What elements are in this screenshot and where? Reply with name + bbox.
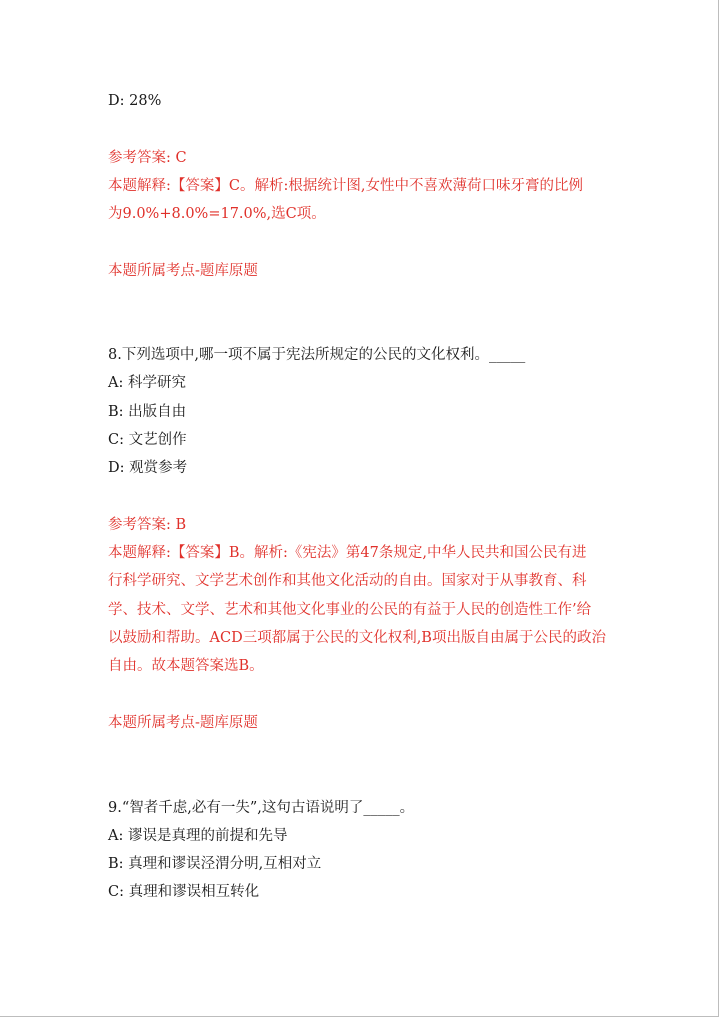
prev-explanation-line-1: 本题解释:【答案】C。解析:根据统计图,女性中不喜欢薄荷口味牙膏的比例 <box>108 178 583 194</box>
question-8-option-b: B: 出版自由 <box>108 404 187 420</box>
prev-option-d: D: 28% <box>108 93 162 109</box>
question-8-option-a: A: 科学研究 <box>108 375 186 391</box>
question-8-option-d: D: 观赏参考 <box>108 460 188 476</box>
question-9-option-c: C: 真理和谬误相互转化 <box>108 884 260 900</box>
prev-category: 本题所属考点-题库原题 <box>108 263 258 279</box>
question-8-category: 本题所属考点-题库原题 <box>108 715 258 731</box>
question-9-stem: 9.“智者千虑,必有一失”,这句古语说明了_____。 <box>108 800 415 816</box>
prev-explanation-line-2: 为9.0%+8.0%=17.0%,选C项。 <box>108 206 326 222</box>
prev-answer: 参考答案: C <box>108 150 187 166</box>
question-8-stem: 8.下列选项中,哪一项不属于宪法所规定的公民的文化权利。_____ <box>108 347 526 363</box>
question-8-explanation-line-5: 自由。故本题答案选B。 <box>108 658 264 674</box>
question-8-explanation-line-2: 行科学研究、文学艺术创作和其他文化活动的自由。国家对于从事教育、科 <box>108 573 587 589</box>
question-8-explanation-line-3: 学、技术、文学、艺术和其他文化事业的公民的有益于人民的创造性工作’给 <box>108 602 592 618</box>
question-9-option-a: A: 谬误是真理的前提和先导 <box>108 828 288 844</box>
question-8-explanation-line-1: 本题解释:【答案】B。解析:《宪法》第47条规定,中华人民共和国公民有进 <box>108 545 587 561</box>
question-8-explanation-line-4: 以鼓励和帮助。ACD三项都属于公民的文化权利,B项出版自由属于公民的政治 <box>108 630 606 646</box>
question-8-option-c: C: 文艺创作 <box>108 432 187 448</box>
question-8-answer: 参考答案: B <box>108 517 187 533</box>
question-9-option-b: B: 真理和谬误泾渭分明,互相对立 <box>108 856 322 872</box>
